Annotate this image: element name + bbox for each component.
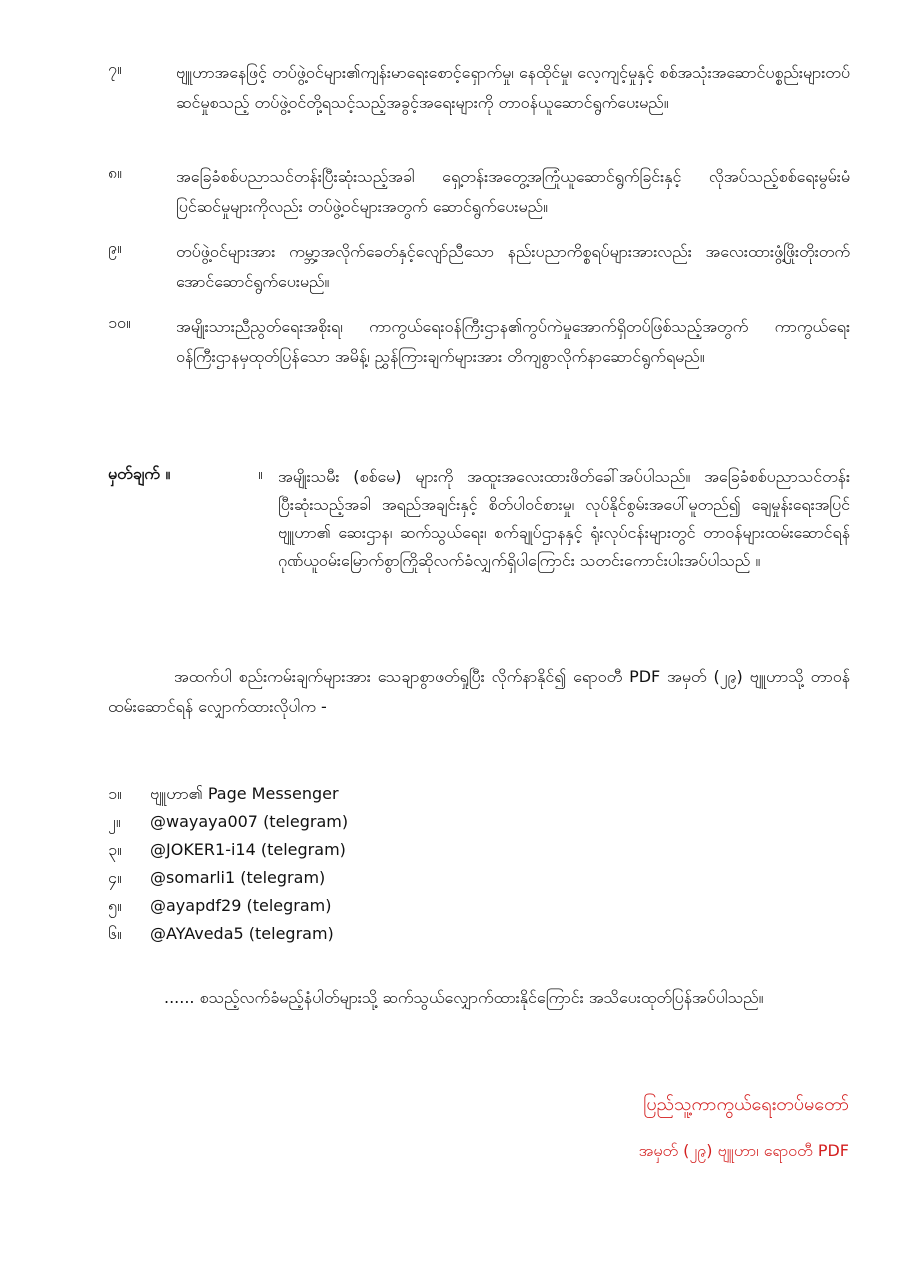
item-text: ဗျူဟာအနေဖြင့် တပ်ဖွဲ့ဝင်များ၏ကျန်းမာရေးစောင့်ရှောက်မှု၊ နေထိုင်မှု၊ လေ့ကျင့်မှုနှင့် စစ်အသုံးအဆောင်ပစ္စည်းများတပ်ဆင်မှုစသည့် တပ်ဖွဲ့ဝင်တို့ရသင့်သည့်အခွင့်အရေးများကို တာဝန်ယူဆောင်ရွက်ပေးမည်။ (176, 63, 850, 112)
note-label: မှတ်ချက် ။ (108, 464, 171, 483)
note-section (108, 463, 850, 575)
paragraph-text: အထက်ပါ စည်းကမ်းချက်များအား သေချာစွာဖတ်ရှုပြီး လိုက်နာနိုင်၍ ရောဝတီ PDF အမှတ် (၂၉) ဗျူဟာသို့ တာဝန်ထမ်းဆောင်ရန် လျှောက်ထားလိုပါက - (108, 667, 850, 716)
item-number: ၈။ (108, 163, 122, 182)
contact-number: ၁။ (108, 784, 122, 803)
list-item (108, 162, 850, 222)
contact-value: @somarli1 (telegram) (150, 868, 326, 887)
item-text: တပ်ဖွဲ့ဝင်များအား ကမ္ဘာ့အလိုက်ခေတ်နှင့်လျော်ညီသော နည်းပညာကိစ္စရပ်များအားလည်း အလေးထားဖွံ့ဖြိုးတိုးတက်အောင်ဆောင်ရွက်ပေးမည်။ (176, 242, 850, 291)
item-text: အမျိုးသားညီညွတ်ရေးအစိုးရ၊ ကာကွယ်ရေးဝန်ကြီးဌာန၏ကွပ်ကဲမှုအောက်ရှိတပ်ဖြစ်သည့်အတွက် ကာကွယ်ရေးဝန်ကြီးဌာနမှထုတ်ပြန်သော အမိန့်၊ ညွှန်ကြားချက်များအား တိကျစွာလိုက်နာဆောင်ရွက်ရမည်။ (176, 317, 850, 366)
contact-item (108, 864, 708, 892)
item-number: ၇။ (108, 59, 122, 78)
signature-unit: အမှတ် (၂၉) ဗျူဟာ၊ ရောဝတီ PDF (638, 1141, 849, 1160)
application-paragraph (108, 662, 850, 722)
contact-number: ၄။ (108, 868, 122, 887)
contact-item (108, 808, 708, 836)
contact-item (108, 780, 708, 808)
note-text: အမျိုးသမီး (စစ်မေ) များကို အထူးအလေးထားဖိတ်ခေါ်အပ်ပါသည်။ အခြေခံစစ်ပညာသင်တန်းပြီးဆုံးသည့်အခါ အရည်အချင်းနှင့် စိတ်ပါဝင်စားမှု၊ လုပ်နိုင်စွမ်းအပေါ်မူတည်၍ ချေမှုန်းရေးအပြင် ဗျူဟာ၏ ဆေးဌာန၊ ဆက်သွယ်ရေး၊ စက်ချုပ်ဌာနနှင့် ရုံးလုပ်ငန်းများတွင် တာဝန်များထမ်းဆောင်ရန် ဂုဏ်ယူဝမ်းမြောက်စွာကြိုဆိုလက်ခံလျှက်ရှိပါကြောင်း သတင်းကောင်းပါးအပ်ပါသည် ။ (278, 467, 850, 570)
contact-number: ၆။ (108, 924, 122, 943)
list-item (108, 312, 850, 372)
note-lead-mark: ။ (258, 464, 263, 483)
item-number: ၁၀။ (108, 313, 131, 332)
list-item (108, 58, 850, 118)
item-text: အခြေခံစစ်ပညာသင်တန်းပြီးဆုံးသည့်အခါ ရှေ့တန်းအတွေ့အကြုံယူဆောင်ရွက်ခြင်းနှင့် လိုအပ်သည့်စစ်ရေးမွမ်းမံပြင်ဆင်မှုများကိုလည်း တပ်ဖွဲ့ဝင်များအတွက် ဆောင်ရွက်ပေးမည်။ (176, 167, 850, 216)
contact-value: ဗျူဟာ၏ Page Messenger (150, 784, 339, 803)
list-item (108, 237, 850, 297)
contact-list (108, 780, 708, 948)
contact-value: @wayaya007 (telegram) (150, 812, 349, 831)
contact-number: ၃။ (108, 840, 122, 859)
contact-value: @JOKER1-i14 (telegram) (150, 840, 346, 859)
item-number: ၉။ (108, 238, 122, 257)
contact-item (108, 892, 708, 920)
contact-number: ၅။ (108, 896, 122, 915)
contact-number: ၂။ (108, 812, 121, 831)
signature-organization: ပြည်သူ့ကာကွယ်ရေးတပ်မတော် (643, 1094, 849, 1115)
contact-value: @AYAveda5 (telegram) (150, 924, 334, 943)
closing-text: ...... စသည့်လက်ခံမည့်နံပါတ်များသို့ ဆက်သွယ်လျှောက်ထားနိုင်ကြောင်း အသိပေးထုတ်ပြန်အပ်ပါသည်။ (164, 988, 764, 1007)
closing-paragraph (140, 983, 840, 1013)
contact-item (108, 836, 708, 864)
contact-value: @ayapdf29 (telegram) (150, 896, 332, 915)
contact-item (108, 920, 708, 948)
